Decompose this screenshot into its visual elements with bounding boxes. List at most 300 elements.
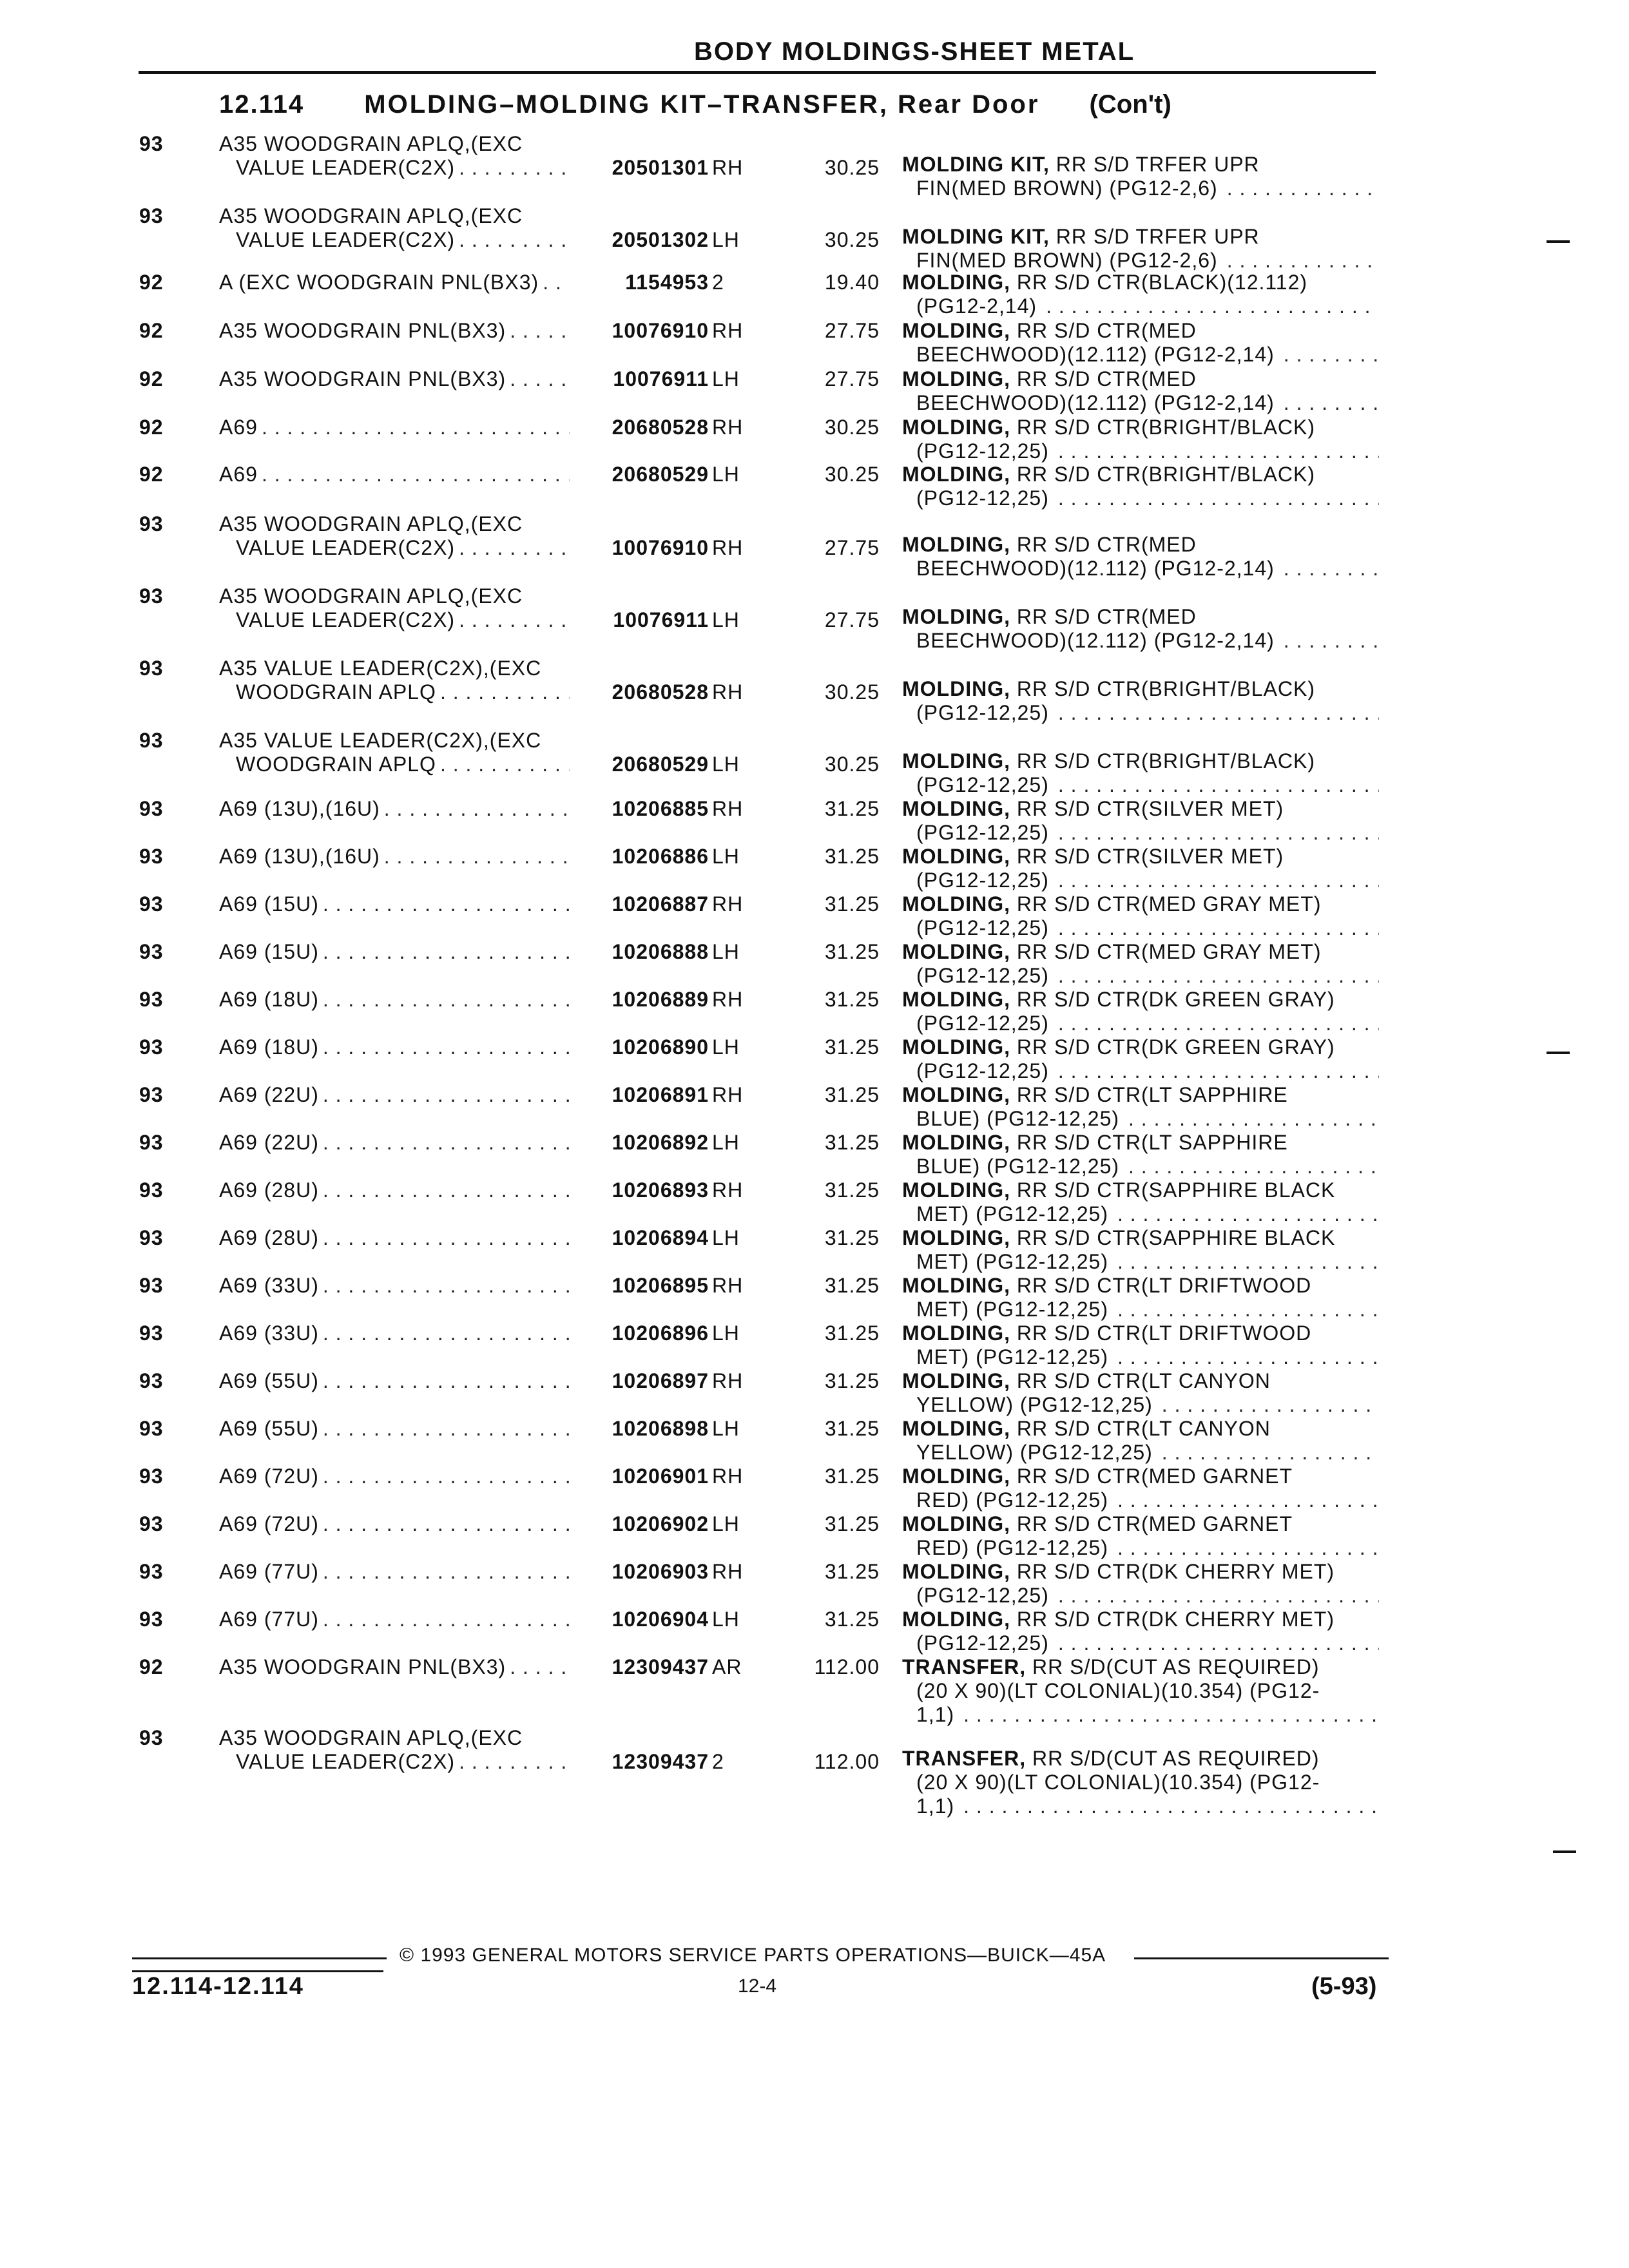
leader-dots [459,228,570,252]
leader-dots [323,1274,570,1298]
leader-dots [440,753,570,776]
part-name [902,1083,1379,1131]
part-name-line: RR S/D CTR(MED GARNET [1010,1512,1293,1535]
part-name-line: RR S/D CTR(MED GARNET [1010,1465,1293,1488]
part-number: 10206890 [612,1035,709,1059]
quantity: LH [712,1417,740,1440]
leader-dots [323,1608,570,1631]
part-name-line: RR S/D CTR(LT SAPPHIRE [1010,1083,1288,1106]
leader-dots [1046,294,1379,318]
price: 31.25 [824,988,880,1011]
part-name-bold: MOLDING, [902,1608,1010,1631]
part-name [902,845,1379,892]
leader-dots [1058,821,1379,845]
level-code: 93 [139,1512,164,1535]
application-desc [219,657,574,704]
part-name-line: MET) (PG12-12,25) [916,1345,1108,1369]
part-number: 10206896 [612,1321,709,1345]
level-code: 93 [139,729,164,752]
part-number: 10206888 [612,940,709,963]
level-code: 92 [139,463,164,486]
part-name-line: RR S/D CTR(BRIGHT/BLACK) [1010,463,1316,486]
part-name-line: (PG12-12,25) [916,916,1049,939]
header-rule [139,71,1376,74]
level-code: 93 [139,584,164,608]
part-number: 1154953 [625,271,709,294]
part-number: 10206885 [612,797,709,820]
application-desc-line: WOODGRAIN APLQ [236,680,436,704]
application-desc-line: A69 (28U) [219,1226,319,1249]
leader-dots [1058,439,1379,463]
part-name [902,797,1379,845]
part-name-bold: MOLDING, [902,1178,1010,1202]
application-desc-line: A35 WOODGRAIN PNL(BX3) [219,1655,506,1678]
part-name-bold: MOLDING, [902,1417,1010,1440]
part-name [902,1131,1379,1178]
part-name-bold: MOLDING, [902,463,1010,486]
part-name-bold: MOLDING, [902,605,1010,628]
part-name-line: RR S/D CTR(LT CANYON [1010,1417,1271,1440]
part-name [902,1369,1379,1417]
part-number: 10206898 [612,1417,709,1440]
part-name [902,1274,1379,1321]
application-desc-line: A69 (15U) [219,940,319,963]
part-name-bold: MOLDING, [902,940,1010,963]
quantity: LH [712,1512,740,1535]
level-code: 92 [139,271,164,294]
footer-copyright: © 1993 GENERAL MOTORS SERVICE PARTS OPERATIONS—BUICK—45A [400,1945,1106,1966]
part-name-bold: MOLDING, [902,677,1010,700]
quantity: RH [712,1274,744,1297]
quantity: LH [712,1226,740,1249]
application-desc [219,1417,574,1441]
leader-dots [1162,1393,1379,1417]
price: 27.75 [824,608,880,631]
part-name-line: (PG12-12,25) [916,773,1049,796]
price: 31.25 [824,940,880,963]
part-name-line: MET) (PG12-12,25) [916,1250,1108,1273]
part-name-line: RR S/D CTR(BRIGHT/BLACK) [1010,749,1316,773]
leader-dots [510,319,570,343]
level-code: 93 [139,940,164,963]
quantity: LH [712,1321,740,1345]
part-name-line: (PG12-12,25) [916,701,1049,724]
part-name-line: RED) (PG12-12,25) [916,1488,1108,1512]
part-name-line: RR S/D CTR(DK CHERRY MET) [1010,1608,1335,1631]
part-number: 10206886 [612,845,709,868]
application-desc-line: A35 WOODGRAIN PNL(BX3) [219,319,506,342]
leader-dots [1058,773,1379,797]
application-desc [219,1274,574,1298]
application-desc [219,797,574,821]
part-name-line: RR S/D CTR(MED GRAY MET) [1010,940,1322,963]
application-desc [219,1512,574,1536]
leader-dots [323,1178,570,1202]
part-name-bold: MOLDING, [902,1131,1010,1154]
leader-dots [1117,1488,1379,1512]
part-name-line: (20 X 90)(LT COLONIAL)(10.354) (PG12- [916,1771,1320,1794]
price: 30.25 [824,680,880,704]
application-desc-line: WOODGRAIN APLQ [236,753,436,776]
leader-dots [323,1321,570,1345]
leader-dots [1284,557,1379,581]
part-number: 10206892 [612,1131,709,1154]
leader-dots [1058,964,1379,988]
application-desc-line: VALUE LEADER(C2X) [236,228,456,251]
part-number: 20501301 [612,156,709,179]
leader-dots [1058,869,1379,892]
leader-dots [459,536,570,560]
quantity: RH [712,892,744,916]
application-desc-line: A69 (72U) [219,1465,319,1488]
part-name [902,749,1379,797]
quantity: LH [712,940,740,963]
part-name-line: BEECHWOOD)(12.112) (PG12-2,14) [916,557,1275,580]
application-desc [219,1131,574,1155]
leader-dots [1162,1441,1379,1465]
part-name-line: (PG12-12,25) [916,439,1049,463]
quantity: RH [712,1369,744,1392]
leader-dots [262,416,570,439]
leader-dots [323,1560,570,1584]
leader-dots [963,1794,1379,1818]
application-desc-line: A35 WOODGRAIN APLQ,(EXC [219,1726,523,1749]
part-name-bold: MOLDING, [902,1035,1010,1059]
application-desc-line: VALUE LEADER(C2X) [236,156,456,179]
application-desc-line: A69 (13U),(16U) [219,845,380,868]
leader-dots [1058,1059,1379,1083]
part-name-bold: MOLDING, [902,416,1010,439]
part-name-line: RR S/D CTR(MED [1010,319,1197,342]
part-name-line: BLUE) (PG12-12,25) [916,1155,1120,1178]
part-name-bold: MOLDING, [902,1512,1010,1535]
price: 19.40 [824,271,880,294]
part-name [902,1655,1379,1727]
price: 30.25 [824,416,880,439]
price: 27.75 [824,536,880,559]
leader-dots [384,797,570,821]
part-number: 10076910 [612,536,709,559]
part-name [902,677,1379,725]
part-name-bold: MOLDING, [902,1083,1010,1106]
price: 30.25 [824,156,880,179]
leader-dots [1117,1345,1379,1369]
part-number: 12309437 [612,1655,709,1678]
application-desc-line: A35 WOODGRAIN APLQ,(EXC [219,132,523,155]
part-name [902,940,1379,988]
leader-dots [1227,177,1379,200]
part-name [902,463,1379,510]
quantity: LH [712,228,740,251]
part-name-bold: MOLDING, [902,1465,1010,1488]
leader-dots [459,1750,570,1774]
part-name [902,1321,1379,1369]
price: 30.25 [824,463,880,486]
level-code: 92 [139,1655,164,1678]
part-name-line: RR S/D CTR(DK GREEN GRAY) [1010,988,1335,1011]
part-name-bold: MOLDING, [902,1321,1010,1345]
application-desc-line: VALUE LEADER(C2X) [236,608,456,631]
part-name-line: RR S/D CTR(MED GRAY MET) [1010,892,1322,916]
application-desc [219,463,574,486]
footer-range-rule [132,1970,383,1972]
quantity: RH [712,1560,744,1583]
application-desc [219,416,574,439]
margin-mark [1553,1850,1576,1853]
quantity: RH [712,988,744,1011]
application-desc [219,940,574,964]
part-name-line: (PG12-12,25) [916,1012,1049,1035]
part-number: 10206891 [612,1083,709,1106]
level-code: 93 [139,797,164,820]
application-desc [219,988,574,1012]
application-desc [219,1465,574,1488]
quantity: 2 [712,1750,724,1773]
part-name-line: (PG12-12,25) [916,486,1049,510]
leader-dots [1128,1107,1379,1131]
level-code: 93 [139,1465,164,1488]
price: 31.25 [824,845,880,868]
page-header-title: BODY MOLDINGS-SHEET METAL [693,37,1135,66]
price: 112.00 [814,1750,880,1773]
part-name-line: (PG12-2,14) [916,294,1037,318]
level-code: 93 [139,1726,164,1749]
application-desc [219,1369,574,1393]
part-name-line: MET) (PG12-12,25) [916,1298,1108,1321]
application-desc-line: A69 (55U) [219,1369,319,1392]
leader-dots [323,1512,570,1536]
price: 31.25 [824,1274,880,1297]
part-number: 10206893 [612,1178,709,1202]
leader-dots [1284,343,1379,367]
part-name-line: (PG12-12,25) [916,1584,1049,1607]
quantity: RH [712,1178,744,1202]
application-desc-line: A69 (15U) [219,892,319,916]
quantity: AR [712,1655,742,1678]
part-name-line: RR S/D CTR(SAPPHIRE BLACK [1010,1226,1336,1249]
application-desc-line: A69 (33U) [219,1321,319,1345]
part-number: 20680528 [612,680,709,704]
quantity: LH [712,1131,740,1154]
part-name [902,416,1379,463]
price: 30.25 [824,228,880,251]
level-code: 93 [139,1608,164,1631]
leader-dots [384,845,570,869]
part-name-line: RR S/D CTR(LT DRIFTWOOD [1010,1274,1312,1297]
application-desc-line: A69 (22U) [219,1083,319,1106]
quantity: RH [712,416,744,439]
leader-dots [323,1417,570,1441]
part-number: 10076911 [613,608,709,631]
application-desc [219,367,574,391]
quantity: LH [712,1035,740,1059]
price: 31.25 [824,1512,880,1535]
part-name-line: RR S/D CTR(DK CHERRY MET) [1010,1560,1335,1583]
part-name [902,1417,1379,1465]
part-name-line: FIN(MED BROWN) (PG12-2,6) [916,249,1218,272]
leader-dots [323,988,570,1012]
application-desc-line: A35 WOODGRAIN APLQ,(EXC [219,584,523,608]
application-desc-line: A35 WOODGRAIN APLQ,(EXC [219,512,523,535]
leader-dots [323,1083,570,1107]
part-number: 10206889 [612,988,709,1011]
part-name-bold: MOLDING, [902,319,1010,342]
part-name-bold: MOLDING, [902,367,1010,390]
part-number: 12309437 [612,1750,709,1773]
section-continued: (Con't) [1089,90,1171,119]
part-name [902,1226,1379,1274]
part-number: 10076910 [612,319,709,342]
part-name-line: RR S/D CTR(LT CANYON [1010,1369,1271,1392]
part-name [902,1560,1379,1608]
level-code: 93 [139,1274,164,1297]
part-name-bold: MOLDING, [902,1274,1010,1297]
part-name-bold: MOLDING, [902,892,1010,916]
level-code: 93 [139,204,164,227]
part-name-line: RR S/D(CUT AS REQUIRED) [1026,1747,1320,1770]
part-name [902,367,1379,415]
section-number: 12.114 [219,90,305,119]
leader-dots [1117,1250,1379,1274]
application-desc [219,1178,574,1202]
footer-rule [1134,1957,1389,1959]
level-code: 93 [139,988,164,1011]
application-desc-line: A69 [219,463,258,486]
part-name-line: RR S/D CTR(LT DRIFTWOOD [1010,1321,1312,1345]
part-name-line: RR S/D CTR(BRIGHT/BLACK) [1010,677,1316,700]
level-code: 93 [139,1560,164,1583]
leader-dots [1284,391,1379,415]
leader-dots [510,367,570,391]
part-name-bold: TRANSFER, [902,1655,1027,1678]
leader-dots [1227,249,1379,273]
part-name [902,153,1379,200]
leader-dots [440,680,570,704]
application-desc [219,1608,574,1631]
price: 31.25 [824,1178,880,1202]
quantity: RH [712,1465,744,1488]
leader-dots [1058,916,1379,940]
quantity: LH [712,1608,740,1631]
price: 31.25 [824,1035,880,1059]
application-desc [219,729,574,776]
price: 31.25 [824,1560,880,1583]
part-name-bold: MOLDING KIT, [902,225,1050,248]
price: 31.25 [824,1321,880,1345]
part-name-line: RR S/D CTR(SAPPHIRE BLACK [1010,1178,1336,1202]
price: 31.25 [824,1131,880,1154]
part-number: 20680529 [612,753,709,776]
level-code: 93 [139,892,164,916]
part-name-line: RR S/D CTR(LT SAPPHIRE [1010,1131,1288,1154]
price: 27.75 [824,319,880,342]
application-desc-line: A35 WOODGRAIN PNL(BX3) [219,367,506,390]
part-name-bold: MOLDING, [902,797,1010,820]
leader-dots [543,271,570,294]
part-number: 20501302 [612,228,709,251]
part-name-line: 1,1) [916,1794,955,1818]
part-name-line: BEECHWOOD)(12.112) (PG12-2,14) [916,343,1275,366]
leader-dots [459,156,570,180]
level-code: 93 [139,512,164,535]
application-desc-line: A35 WOODGRAIN APLQ,(EXC [219,204,523,227]
level-code: 93 [139,1178,164,1202]
price: 31.25 [824,1369,880,1392]
application-desc [219,271,574,294]
footer-page-number: 12-4 [738,1975,777,1997]
application-desc-line: A69 (55U) [219,1417,319,1440]
application-desc [219,1226,574,1250]
part-name-bold: MOLDING, [902,271,1010,294]
application-desc-line: VALUE LEADER(C2X) [236,1750,456,1773]
quantity: LH [712,845,740,868]
footer-rule [132,1957,387,1959]
application-desc-line: A35 VALUE LEADER(C2X),(EXC [219,657,542,680]
part-name-bold: MOLDING, [902,749,1010,773]
leader-dots [1058,1012,1379,1035]
quantity: LH [712,463,740,486]
application-desc [219,584,574,632]
part-name-line: RR S/D TRFER UPR [1049,225,1260,248]
part-name-line: RR S/D CTR(BRIGHT/BLACK) [1010,416,1316,439]
part-name [902,1608,1379,1655]
part-number: 10206902 [612,1512,709,1535]
level-code: 92 [139,416,164,439]
application-desc [219,1083,574,1107]
level-code: 93 [139,1321,164,1345]
part-name-bold: MOLDING, [902,845,1010,868]
part-name-bold: MOLDING, [902,533,1010,556]
quantity: RH [712,797,744,820]
part-number: 10206904 [612,1608,709,1631]
quantity: RH [712,536,744,559]
quantity: 2 [712,271,724,294]
level-code: 93 [139,1083,164,1106]
part-name-line: (PG12-12,25) [916,821,1049,844]
part-name [902,1465,1379,1512]
part-name-line: RR S/D CTR(MED [1010,533,1197,556]
leader-dots [1058,1631,1379,1655]
part-name [902,533,1379,581]
level-code: 93 [139,1131,164,1154]
section-heading [219,90,1171,119]
level-code: 93 [139,657,164,680]
part-name [902,1035,1379,1083]
part-name [902,319,1379,367]
application-desc-line: A69 (13U),(16U) [219,797,380,820]
margin-mark [1547,240,1570,243]
level-code: 93 [139,1369,164,1392]
part-name-line: (20 X 90)(LT COLONIAL)(10.354) (PG12- [916,1679,1320,1702]
leader-dots [1284,629,1379,653]
quantity: LH [712,367,740,390]
part-number: 10206903 [612,1560,709,1583]
leader-dots [1128,1155,1379,1178]
leader-dots [262,463,570,486]
application-desc-line: A69 (28U) [219,1178,319,1202]
level-code: 93 [139,132,164,155]
application-desc [219,319,574,343]
application-desc-line: A69 (72U) [219,1512,319,1535]
application-desc-line: A (EXC WOODGRAIN PNL(BX3) [219,271,539,294]
part-number: 10206897 [612,1369,709,1392]
part-name-line: BEECHWOOD)(12.112) (PG12-2,14) [916,629,1275,652]
price: 31.25 [824,1608,880,1631]
leader-dots [1058,1584,1379,1608]
level-code: 93 [139,1226,164,1249]
application-desc-line: A69 (18U) [219,988,319,1011]
quantity: RH [712,1083,744,1106]
